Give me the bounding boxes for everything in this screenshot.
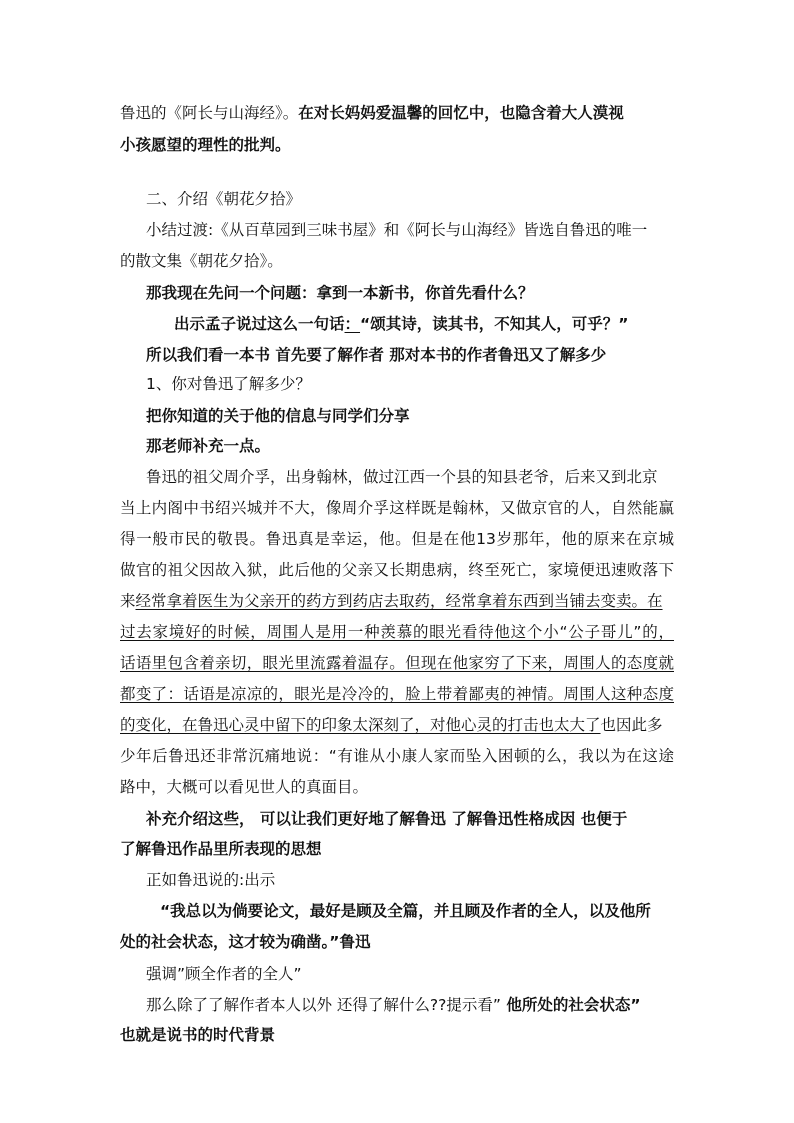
bio-line-4: 做官的祖父因故入狱，此后他的父亲又长期患病，终至死亡，家境便迅速败落下 bbox=[120, 561, 674, 579]
bio-line-2: 当上内阁中书绍兴城并不大，像周介孚这样既是翰林，又做京官的人，自然能赢 bbox=[120, 499, 674, 517]
bio-line-6: 过去家境好的时候，周围人是用一种羡慕的眼光看待他这个小“公子哥儿”的， bbox=[120, 623, 674, 641]
bio-line-1: 鲁迅的祖父周介孚，出身翰林，做过江西一个县的知县老爷，后来又到北京 bbox=[146, 468, 658, 486]
bio-line-9-underlined: 的变化，在鲁迅心灵中留下的印象太深刻了，对他心灵的打击也太大了 bbox=[120, 716, 601, 734]
mencius-intro: 出示孟子说过这么一句话 bbox=[174, 315, 345, 333]
share-line: 把你知道的关于他的信息与同学们分享 bbox=[146, 407, 410, 425]
bio-line-3: 得一般市民的敬畏。鲁迅真是幸运，他。但是在他13岁那年，他的原来在京城 bbox=[120, 530, 674, 548]
mencius-colon: ： bbox=[344, 315, 361, 333]
transition-line-1: 小结过渡:《从百草园到三味书屋》和《阿长与山海经》皆选自鲁迅的唯一 bbox=[146, 221, 648, 239]
bio-line-8: 都变了：话语是凉凉的，眼光是冷冷的，脸上带着鄙夷的神情。周围人这种态度 bbox=[120, 685, 674, 703]
bio-line-5 bbox=[120, 590, 663, 612]
paragraph-line-1 bbox=[120, 102, 624, 124]
paragraph-line-2: 小孩愿望的理性的批判。 bbox=[120, 136, 291, 154]
section-heading: 二、介绍《朝花夕拾》 bbox=[146, 190, 302, 208]
as-lu-xun-said: 正如鲁迅说的:出示 bbox=[146, 871, 276, 889]
prompt-bold-text: 他所处的社会状态” bbox=[500, 996, 641, 1014]
bio-line-7: 话语里包含着亲切，眼光里流露着温存。但现在他家穷了下来，周围人的态度就 bbox=[120, 654, 674, 672]
transition-line-2: 的散文集《朝花夕拾》。 bbox=[120, 252, 283, 270]
bio-line-9 bbox=[120, 714, 663, 736]
lu-xun-quote-line-1: “我总以为倘要论文，最好是顾及全篇，并且顾及作者的全人，以及他所 bbox=[160, 902, 651, 920]
prompt-text: 那么除了了解作者本人以外 还得了解什么??提示看” bbox=[146, 996, 501, 1014]
prompt-line bbox=[146, 994, 641, 1016]
author-line: 所以我们看一本书 首先要了解作者 那对本书的作者鲁迅又了解多少 bbox=[146, 346, 607, 364]
mencius-quote: “颂其诗，读其书，不知其人，可乎？” bbox=[360, 315, 629, 333]
bio-line-9-end: 也因此多 bbox=[600, 716, 663, 734]
teacher-line: 那老师补充一点。 bbox=[146, 437, 271, 455]
bio-line-5-underlined: 经常拿着医生为父亲开的药方到药店去取药，经常拿着东西到当铺去变卖。在 bbox=[135, 592, 663, 610]
summary-line-1: 补充介绍这些， 可以让我们更好地了解鲁迅 了解鲁迅性格成因 也便于 bbox=[146, 810, 628, 828]
line-1-bold-text: 在对长妈妈爱温馨的回忆中，也隐含着大人漠视 bbox=[298, 104, 624, 122]
bio-line-11: 路中，大概可以看见世人的真面目。 bbox=[120, 778, 369, 796]
question-line: 那我现在先问一个问题：拿到一本新书，你首先看什么？ bbox=[146, 284, 534, 302]
bio-line-5-start: 来 bbox=[120, 592, 136, 610]
lu-xun-quote-line-2: 处的社会状态，这才较为确凿。”鲁迅 bbox=[120, 933, 371, 951]
numbered-question: 1、你对鲁迅了解多少？ bbox=[146, 375, 311, 393]
background-line: 也就是说书的时代背景 bbox=[120, 1026, 276, 1044]
line-1-text: 鲁迅的《阿长与山海经》。 bbox=[120, 104, 299, 122]
mencius-quote-line bbox=[174, 313, 628, 335]
bio-line-10: 少年后鲁迅还非常沉痛地说：“有谁从小康人家而坠入困顿的么，我以为在这途 bbox=[120, 747, 674, 765]
summary-line-2: 了解鲁迅作品里所表现的思想 bbox=[120, 840, 322, 858]
emphasis-line: 强调”顾全作者的全人” bbox=[146, 965, 302, 983]
